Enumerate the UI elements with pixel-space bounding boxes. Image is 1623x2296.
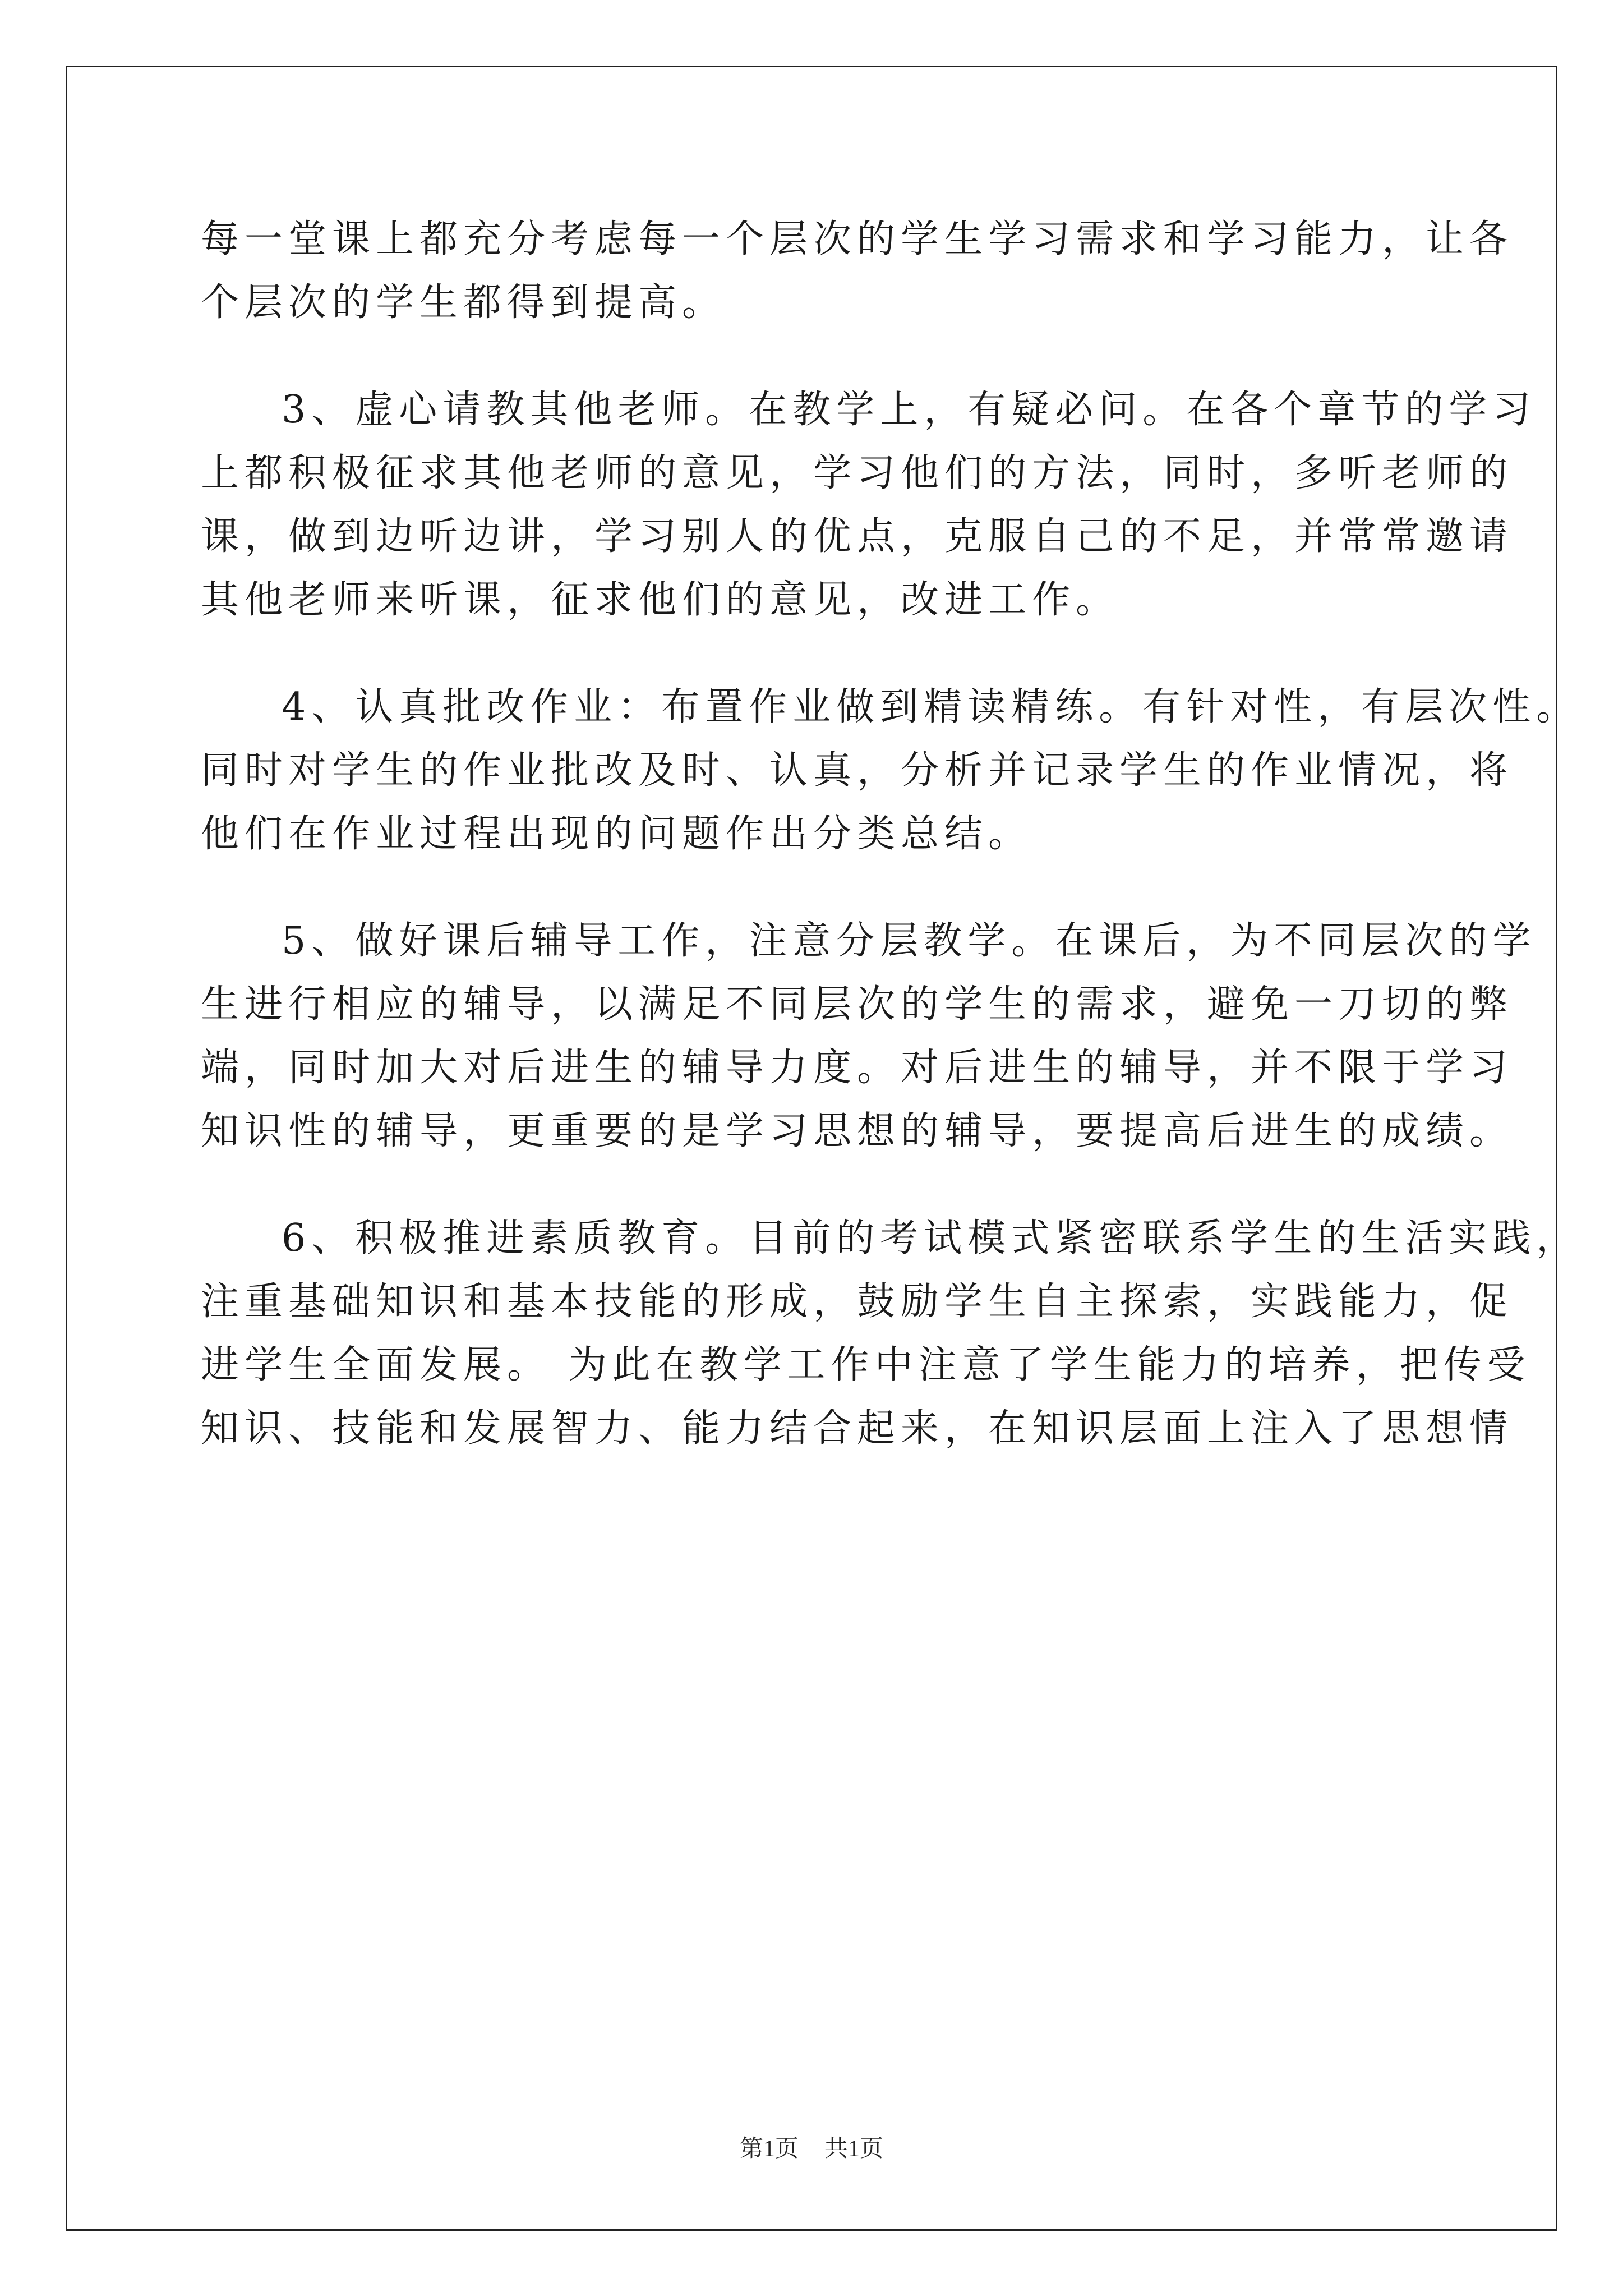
text-line: 生进行相应的辅导，以满足不同层次的学生的需求，避免一刀切的弊 [201, 982, 1514, 1027]
text-line: 个层次的学生都得到提高。 [201, 280, 726, 325]
text-line: 课，做到边听边讲，学习别人的优点，克服自己的不足，并常常邀请 [201, 514, 1514, 559]
paragraph [201, 675, 1580, 866]
paragraph [201, 378, 1537, 632]
text-line: 知识性的辅导，更重要的是学习思想的辅导，要提高后进生的成绩。 [201, 1109, 1514, 1153]
text-line: 上都积极征求其他老师的意见，学习他们的方法，同时，多听老师的 [201, 451, 1514, 495]
page-footer [0, 2135, 1623, 2163]
text-line: 同时对学生的作业批改及时、认真，分析并记录学生的作业情况，将 [201, 748, 1514, 793]
paragraph [201, 208, 1514, 334]
text-line: 进学生全面发展。 为此在教学工作中注意了学生能力的培养，把传受 [201, 1343, 1531, 1387]
text-line: 4、认真批改作业：布置作业做到精读精练。有针对性，有层次性。 [282, 685, 1580, 729]
text-line: 知识、技能和发展智力、能力结合起来，在知识层面上注入了思想情 [201, 1406, 1514, 1451]
text-line: 6、积极推进素质教育。目前的考试模式紧密联系学生的生活实践， [282, 1216, 1580, 1260]
page-total: 共1页 [824, 2136, 884, 2162]
text-line: 3、虚心请教其他老师。在教学上，有疑必问。在各个章节的学习 [282, 388, 1537, 432]
text-line: 注重基础知识和基本技能的形成，鼓励学生自主探索，实践能力，促 [201, 1280, 1514, 1324]
text-line: 端，同时加大对后进生的辅导力度。对后进生的辅导，并不限于学习 [201, 1046, 1514, 1090]
text-line: 每一堂课上都充分考虑每一个层次的学生学习需求和学习能力，让各 [201, 217, 1514, 261]
text-line: 他们在作业过程出现的问题作出分类总结。 [201, 812, 1032, 856]
paragraph [201, 1207, 1580, 1460]
text-line: 5、做好课后辅导工作，注意分层教学。在课后，为不同层次的学 [282, 919, 1537, 963]
text-line: 其他老师来听课，征求他们的意见，改进工作。 [201, 578, 1120, 622]
paragraph [201, 909, 1537, 1163]
document-body [201, 208, 1580, 1460]
page-number: 第1页 [739, 2136, 799, 2162]
